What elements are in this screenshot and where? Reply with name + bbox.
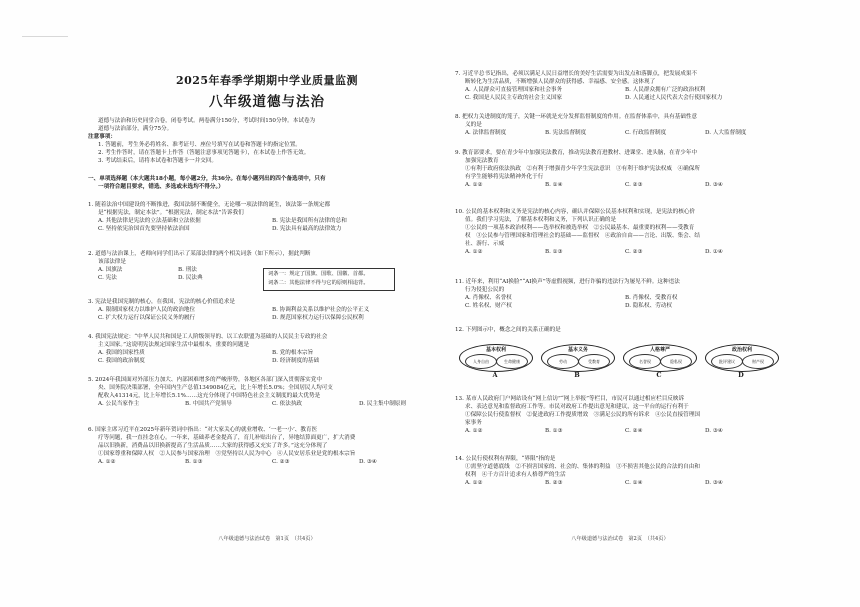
question-14: 14. 公民行使权利有界限，“界限”指的是 ①需坚守道德底线 ②不损害国家的、社会的、集体的利益 ③不损害其他公民的合法的自由和 权利 ④千方百计追求有人格尊严的生活 A. ①② B. ②③ C. ①④ D. ③④ [455, 455, 785, 487]
options: A. 法律监督制度 B. 宪法监督制度 C. 行政监督制度 D. 人大监督制度 [465, 130, 747, 137]
diagram-d-label: D [738, 371, 744, 379]
question-1: 1. 随着法治中国建设的不断推进，我国法制不断健全，无论哪一项法律的诞生，该法第一条规定都 是“根据宪法，制定本法”。“根据宪法，制定本法”告诉我们 A. 其他法律是宪法的立法基础和立法依据 B. 宪法是我国所有法律的总和 C. 坚持依宪治国首先要坚持依法治国 D. 宪法具有最高的法律效力 [88, 201, 446, 233]
options: A. 限制国家权力以维护人民的政治地位 B. 协调利益关系以维护社会的公平正义 C. 扩大权力运行以保证公民义务的履行 D. 规范国家权力运行以保障公民权利 [98, 307, 370, 322]
diagram-a: 基本权利 人身自由 生命健康 [459, 344, 533, 372]
section-1-heading: 一、单项选择题（本大题共18小题，每小题2分，共36分。在每小题列出的四个备选项中，只有 一项符合题目要求，错选、多选或未选均不得分。） [88, 176, 326, 191]
options: A. ①② B. ②③ C. ①④ D. ③④ [465, 480, 723, 487]
concept-diagrams [459, 344, 779, 378]
question-6: 6. 国家主席习近平在2025年新年贺词中指出：“对大家关心的就业增收、‘一老一小’、教育医 疗等问题，我一直挂念在心。一年来，基础养老金提高了，育儿补贴出台了，异地结算面更广，扩大消费 品以旧换新，消费品以旧换新提高了生活品质……大家的获得感又充实了许多。”这充分体现了 ①国家尊重和保障人权 ②人民参与国家治理 ③党坚持以人民为中心 ④人民安居乐业是党的根本宗旨 A. ①② B. ①③ C. ②③ D. ③④ [88, 426, 446, 466]
intro: 道德与法治和历史同堂合卷，闭卷考试。两卷满分150分，考试时间150分钟。本试卷为 道德与法治部分，满分75分。 [98, 118, 316, 133]
page-1 [88, 0, 446, 607]
options: A. ①② B. ①③ C. ②③ D. ①④ [465, 249, 723, 256]
question-4: 4. 我国宪法规定：“中华人民共和国是工人阶级领导的、以工农联盟为基础的人民民主专政的社会 主义国家。”这说明宪法规定国家生活中最根本，重要的问题是 A. 我国的国家性质 B. 党的根本宗旨 C. 我国的政治制度 D. 经济制度的基础 [88, 333, 446, 365]
question-9: 9. 教育部要求，要在青少年中加强宪法教育，推动宪法教育进教材、进课堂、进头脑，在青少年中 加强宪法教育 ①有利于政府依法执政 ②有利于增强青少年学生宪法意识 ③有利于维护宪法权威 ④确保所 有学生能够将宪法精神外化于行 A. ①② B. ①④ C. ②③ D. ③④ [455, 149, 785, 189]
question-5: 5. 2024年我国面对外部压力加大、内部困难增多的严峻形势，各地区各部门深入贯彻落实党中 央、国务院决策部署，全年国内生产总值1349084亿元，比上年增长5.0%；全国居民人均可支 配收入41314元，比上年增长5.1%……这充分体现了中国特色社会主义制度的最大优势是 A. 公民当家作主 B. 中国共产党领导 C. 依法执政 D. 民主集中制原则 [88, 376, 446, 408]
options: A. ①② B. ①④ C. ②③ D. ③④ [465, 182, 723, 189]
scan-mark [22, 36, 68, 37]
question-3: 3. 宪法是我国宪制的核心，在我国，宪法的核心价值追求是 A. 限制国家权力以维护人民的政治地位 B. 协调利益关系以维护社会的公平正义 C. 扩大权力运行以保证公民义务的履行 D. 规范国家权力运行以保障公民权利 [88, 298, 446, 322]
page-footer: 八年级道德与法治试卷 第1页 （共4页） [218, 536, 316, 542]
diagram-a-label: A [492, 371, 498, 379]
diagram-b: 基本义务 劳动 受教育 [541, 344, 615, 372]
question-2: 2. 道德与法治课上，老师向同学们出示了某部法律的两个相关词条（如下所示），据此判断 该部法律是 A. 国旗法 B. 刑法 C. 宪法 D. 民法典 [88, 251, 311, 282]
diagram-b-label: B [574, 371, 580, 379]
question-11: 11. 近年来，利用“AI换脸”“AI换声”等虚假视频，进行诈骗的违法行为屡见不鲜。这种违法 行为侵犯公民的 A. 肖像权、名誉权 B. 肖像权、受教育权 C. 姓名权、财产权 D. 隐私权、劳动权 [455, 278, 785, 310]
options: A. 人民群众可直接管理国家和社会事务 B. 人民群众拥有广泛的政治权利 C. 我国是人民民主专政的社会主义国家 D. 人民通过人民代表大会行使国家权力 [465, 87, 723, 102]
options: A. 国旗法 B. 刑法 C. 宪法 D. 民法典 [98, 267, 203, 282]
subject-title: 八年级道德与法治 [209, 94, 325, 110]
page-footer: 八年级道德与法治试卷 第2页 （共4页） [571, 536, 669, 542]
options: A. 肖像权、名誉权 B. 肖像权、受教育权 C. 姓名权、财产权 D. 隐私权、劳动权 [465, 295, 678, 310]
diagram-c-label: C [656, 371, 662, 379]
options: A. 公民当家作主 B. 中国共产党领导 C. 依法执政 D. 民主集中制原则 [98, 401, 406, 408]
options: A. ①② B. ①③ C. ②③ D. ③④ [98, 459, 377, 466]
page-2 [455, 0, 785, 607]
question-13: 13. 某市人民政府门户网站设有“网上信访”“网上举报”等栏目，市民可以通过相应栏目反映诉 求、表达意见和监督政府工作等。市民对政府工作提出意见和建议，这一平台的运行有利于 ①保障公民行使监督权 ②促进政府工作提质增效 ③满足公民的所有诉求 ④公民直接管理国 家事务 A. ①② B. ①③ C. ②④ D. ③④ [455, 395, 785, 435]
options: A. 我国的国家性质 B. 党的根本宗旨 C. 我国的政治制度 D. 经济制度的基础 [98, 350, 319, 365]
question-8: 8. 把权力关进制度的笼子，关键一环就是充分发挥监督制度的作用。在监督体系中，具有基础性意 义的是 A. 法律监督制度 B. 宪法监督制度 C. 行政监督制度 D. 人大监督制度 [455, 113, 785, 137]
question-12: 12. 下列图示中，概念之间的关系正确的是 [455, 327, 561, 333]
question-7: 7. 习近平总书记指出，必须以满足人民日益增长的美好生活需要为出发点和落脚点，把发展成果不 断转化为生活品质，不断增强人民群众的获得感、幸福感、安全感。这体现了 A. 人民群众可直接管理国家和社会事务 B. 人民群众拥有广泛的政治权利 C. 我国是人民民主专政的社会主义国家 D. 人民通过人民代表大会行使国家权力 [455, 70, 785, 102]
question-10: 10. 公民的基本权利和义务是宪法的核心内容，确认并保障公民基本权利和实现，是宪法的核心价 值。我们学习宪法，了解基本权利和义务，下列认识正确的是 ①公民的一项基本政治权利——选举权和被选举权 ②公民最基本、最重要的权利——受教育 权 ③公民参与管理国家和管理社会的基础——监督权 ④政治自由——言论、出版、集会、结 社、游行、示威 A. ①② B. ①③ C. ②③ D. ①④ [455, 208, 785, 257]
diagram-d: 政治权利 批评建议 财产权 [705, 344, 779, 372]
exam-title: 2025年春季学期期中学业质量监测 [175, 74, 359, 87]
notice-title: 注意事项： [88, 134, 116, 140]
options: A. 其他法律是宪法的立法基础和立法依据 B. 宪法是我国所有法律的总和 C. 坚持依宪治国首先要坚持依法治国 D. 宪法具有最高的法律效力 [98, 218, 347, 233]
options: A. ①② B. ①③ C. ②④ D. ③④ [465, 428, 723, 435]
notice: 注意事项： 1. 答题前，考生务必将姓名、准考证号、座位号填写在试卷和答题卡的指定位置。 2. 考生作答时，请在答题卡上作答（答题注意事项见答题卡），在本试卷上作答无效。 3. 考试结束后，请将本试卷和答题卡一并交回。 [88, 133, 446, 165]
term-box: 词条一：规定了国旗、国歌、国徽、首都。 词条二：其他法律不得与它的原则相违背。 [263, 268, 395, 291]
diagram-c: 人格尊严 名誉权 隐私权 [623, 344, 697, 372]
